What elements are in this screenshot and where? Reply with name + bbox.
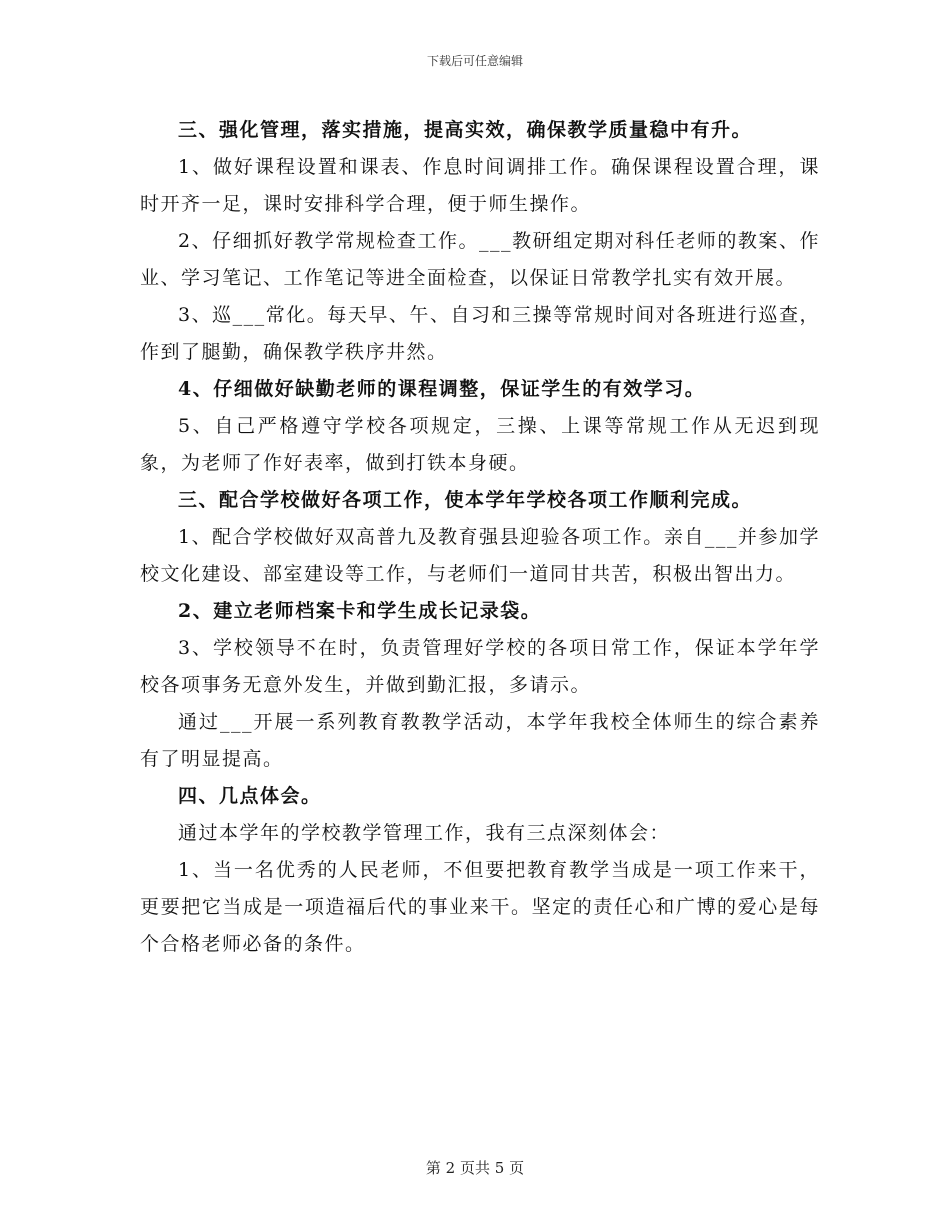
body-paragraph: 通过___开展一系列教育教教学活动，本学年我校全体师生的综合素养有了明显提高。	[140, 711, 820, 770]
page-footer: 第 2 页共 5 页	[425, 1159, 525, 1177]
section-heading: 三、强化管理，落实措施，提高实效，确保教学质量稳中有升。	[178, 119, 753, 141]
section-heading: 三、配合学校做好各项工作，使本学年学校各项工作顺利完成。	[178, 489, 753, 511]
header-note: 下载后可任意编辑	[426, 54, 523, 68]
body-paragraph: 1、做好课程设置和课表、作息时间调排工作。确保课程设置合理，课时开齐一足，课时安排科学合理，便于师生操作。	[140, 156, 820, 215]
body-paragraph: 1、配合学校做好双高普九及教育强县迎验各项工作。亲自___并参加学校文化建设、部室建设等工作，与老师们一道同甘共苦，积极出智出力。	[140, 526, 820, 585]
body-paragraph: 3、巡___常化。每天早、午、自习和三操等常规时间对各班进行巡查，作到了腿勤，确保教学秩序井然。	[140, 304, 820, 363]
document-body	[140, 112, 820, 963]
section-heading: 2、建立老师档案卡和学生成长记录袋。	[178, 600, 542, 622]
body-paragraph: 5、自己严格遵守学校各项规定，三操、上课等常规工作从无迟到现象，为老师了作好表率，做到打铁本身硬。	[140, 415, 820, 474]
section-heading: 四、几点体会。	[178, 785, 322, 807]
body-paragraph: 2、仔细抓好教学常规检查工作。___教研组定期对科任老师的教案、作业、学习笔记、工作笔记等进全面检查，以保证日常教学扎实有效开展。	[140, 230, 820, 289]
body-paragraph: 通过本学年的学校教学管理工作，我有三点深刻体会：	[178, 822, 671, 844]
body-paragraph: 3、学校领导不在时，负责管理好学校的各项日常工作，保证本学年学校各项事务无意外发生，并做到勤汇报，多请示。	[140, 637, 820, 696]
section-heading: 4、仔细做好缺勤老师的课程调整，保证学生的有效学习。	[178, 378, 706, 400]
body-paragraph: 1、当一名优秀的人民老师，不但要把教育教学当成是一项工作来干，更要把它当成是一项造福后代的事业来干。坚定的责任心和广博的爱心是每个合格老师必备的条件。	[140, 859, 820, 955]
